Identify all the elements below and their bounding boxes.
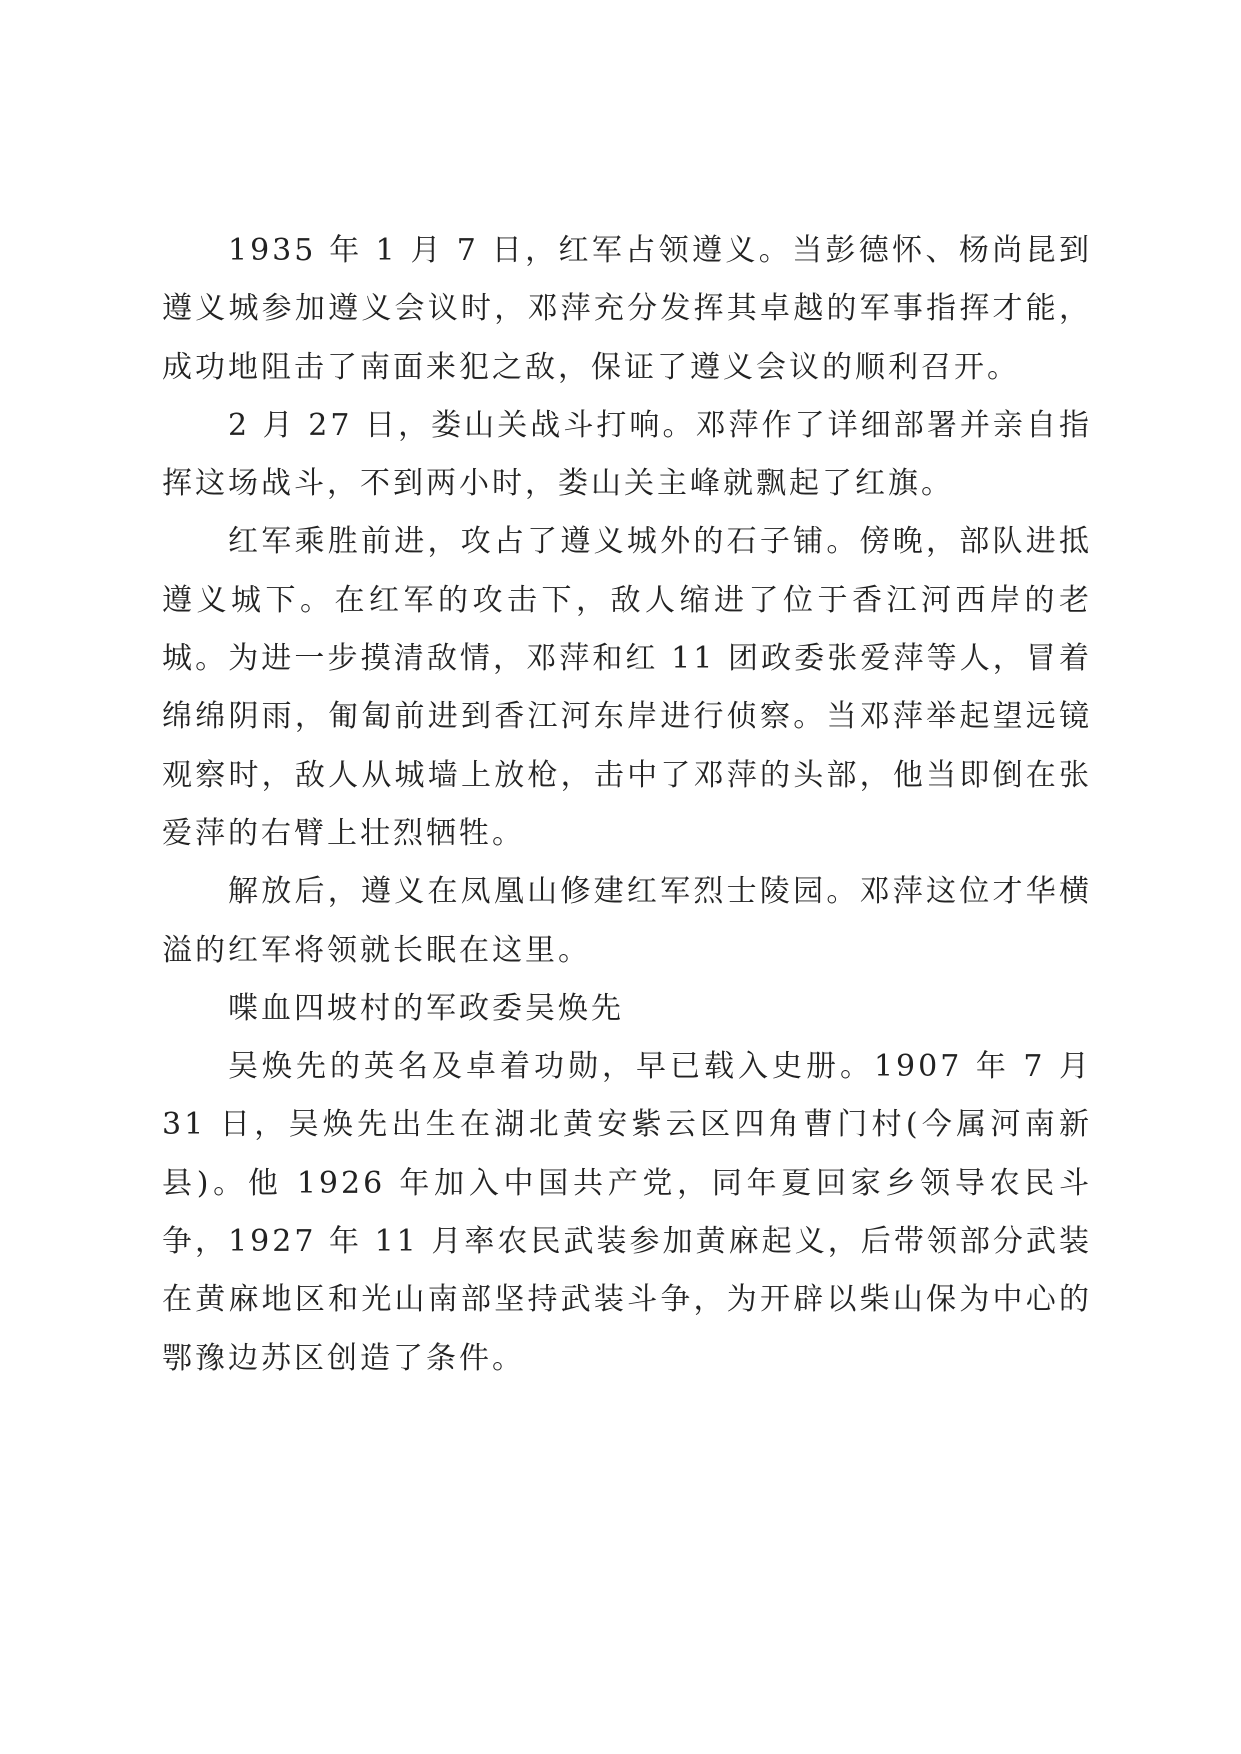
- paragraph-wu-huanxian-bio: 吴焕先的英名及卓着功勋，早已载入史册。1907 年 7 月 31 日，吴焕先出生在湖北黄安紫云区四角曹门村(今属河南新县)。他 1926 年加入中国共产党，同年夏回家乡领导农民斗争，1927 年 11 月率农民武装参加黄麻起义，后带领部分武装在黄麻地区和光山南部坚持武装斗争，为开辟以柴山保为中心的鄂豫边苏区创造了条件。: [162, 1049, 1092, 1376]
- paragraph-deng-ping-sacrifice: 红军乘胜前进，攻占了遵义城外的石子铺。傍晚，部队进抵遵义城下。在红军的攻击下，敌人缩进了位于香江河西岸的老城。为进一步摸清敌情，邓萍和红 11 团政委张爱萍等人，冒着绵绵阴雨，匍匐前进到香江河东岸进行侦察。当邓萍举起望远镜观察时，敌人从城墙上放枪，击中了邓萍的头部，他当即倒在张爱萍的右臂上壮烈牺牲。: [162, 524, 1092, 851]
- paragraph-zunyi-occupation: 1935 年 1 月 7 日，红军占领遵义。当彭德怀、杨尚昆到遵义城参加遵义会议时，邓萍充分发挥其卓越的军事指挥才能，成功地阻击了南面来犯之敌，保证了遵义会议的顺利召开。: [162, 233, 1092, 385]
- section-heading-wu-huanxian: 喋血四坡村的军政委吴焕先: [228, 990, 624, 1026]
- paragraph-cemetery: 解放后，遵义在凤凰山修建红军烈士陵园。邓萍这位才华横溢的红军将领就长眠在这里。: [162, 874, 1092, 968]
- body-text: [162, 222, 1092, 1388]
- paragraph-loushan-pass: 2 月 27 日，娄山关战斗打响。邓萍作了详细部署并亲自指挥这场战斗，不到两小时，娄山关主峰就飘起了红旗。: [162, 407, 1092, 502]
